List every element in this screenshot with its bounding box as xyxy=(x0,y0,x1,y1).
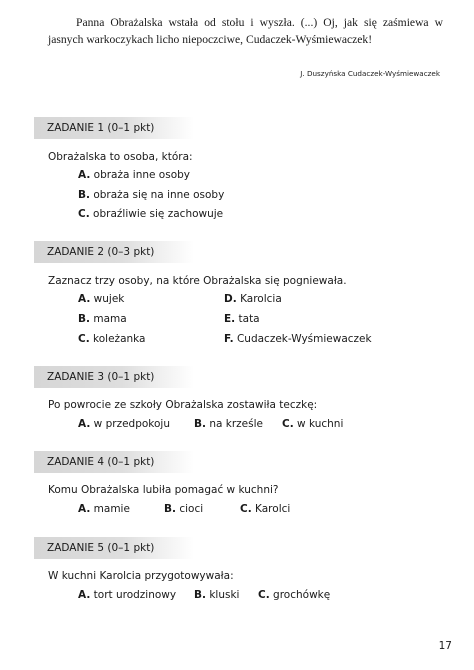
option-text: cioci xyxy=(179,503,204,515)
task-4-option-b[interactable] xyxy=(164,503,203,515)
option-text: wujek xyxy=(93,293,125,305)
option-letter: C. xyxy=(78,333,90,345)
option-letter: B. xyxy=(194,589,206,601)
intro-passage: Panna Obrażalska wstała od stołu i wyszła. (...) Oj, jak się zaśmiewa w jasnych warkoczykach licho niepoczciwe, Cudaczek-Wyśmiewaczek! xyxy=(48,16,443,46)
option-letter: B. xyxy=(194,418,206,430)
page-number: 17 xyxy=(438,640,452,652)
option-text: mama xyxy=(93,313,127,325)
task-2-option-e[interactable] xyxy=(224,313,260,325)
option-text: kluski xyxy=(209,589,240,601)
option-letter: C. xyxy=(282,418,294,430)
option-letter: B. xyxy=(164,503,176,515)
task-2-option-b[interactable] xyxy=(78,313,127,325)
task-1-question: Obrażalska to osoba, która: xyxy=(48,151,193,163)
task-1-option-c[interactable] xyxy=(78,208,223,220)
task-3-option-b[interactable] xyxy=(194,418,263,430)
option-letter: E. xyxy=(224,313,236,325)
option-text: mamie xyxy=(93,503,130,515)
task-5-option-b[interactable] xyxy=(194,589,239,601)
task-3-option-a[interactable] xyxy=(78,418,170,430)
option-letter: B. xyxy=(78,189,90,201)
option-letter: A. xyxy=(78,169,91,181)
option-letter: F. xyxy=(224,333,234,345)
task-5-option-a[interactable] xyxy=(78,589,176,601)
task-1-header: ZADANIE 1 (0–1 pkt) xyxy=(34,117,194,139)
option-text: obraża inne osoby xyxy=(93,169,191,181)
option-letter: A. xyxy=(78,293,91,305)
task-2-option-d[interactable] xyxy=(224,293,282,305)
task-4-option-c[interactable] xyxy=(240,503,290,515)
passage-source: J. Duszyńska Cudaczek-Wyśmiewaczek xyxy=(300,69,440,78)
task-3-option-c[interactable] xyxy=(282,418,343,430)
option-text: na krześle xyxy=(209,418,263,430)
task-5-option-c[interactable] xyxy=(258,589,330,601)
option-letter: C. xyxy=(258,589,270,601)
task-1-option-b[interactable] xyxy=(78,189,224,201)
task-5-header: ZADANIE 5 (0–1 pkt) xyxy=(34,537,194,559)
option-text: w kuchni xyxy=(297,418,344,430)
task-2-option-a[interactable] xyxy=(78,293,124,305)
option-letter: C. xyxy=(78,208,90,220)
option-text: obraźliwie się zachowuje xyxy=(93,208,224,220)
task-4-question: Komu Obrażalska lubiła pomagać w kuchni? xyxy=(48,484,279,496)
option-letter: A. xyxy=(78,418,91,430)
task-3-header: ZADANIE 3 (0–1 pkt) xyxy=(34,366,194,388)
option-letter: A. xyxy=(78,503,91,515)
task-1-option-a[interactable] xyxy=(78,169,190,181)
option-text: Cudaczek-Wyśmiewaczek xyxy=(236,333,372,345)
option-letter: B. xyxy=(78,313,90,325)
option-text: Karolcia xyxy=(240,293,282,305)
option-letter: A. xyxy=(78,589,91,601)
option-text: Karolci xyxy=(255,503,291,515)
task-2-option-c[interactable] xyxy=(78,333,146,345)
option-text: koleżanka xyxy=(93,333,146,345)
option-text: tort urodzinowy xyxy=(93,589,177,601)
option-text: grochówkę xyxy=(273,589,331,601)
task-4-header: ZADANIE 4 (0–1 pkt) xyxy=(34,451,194,473)
option-text: obraża się na inne osoby xyxy=(93,189,225,201)
task-2-question: Zaznacz trzy osoby, na które Obrażalska się pogniewała. xyxy=(48,275,347,287)
option-text: w przedpokoju xyxy=(93,418,170,430)
task-4-option-a[interactable] xyxy=(78,503,130,515)
option-letter: C. xyxy=(240,503,252,515)
task-2-option-f[interactable] xyxy=(224,333,372,345)
task-3-question: Po powrocie ze szkoły Obrażalska zostawiła teczkę: xyxy=(48,399,318,411)
task-5-question: W kuchni Karolcia przygotowywała: xyxy=(48,570,234,582)
task-2-header: ZADANIE 2 (0–3 pkt) xyxy=(34,241,194,263)
option-text: tata xyxy=(238,313,260,325)
option-letter: D. xyxy=(224,293,237,305)
